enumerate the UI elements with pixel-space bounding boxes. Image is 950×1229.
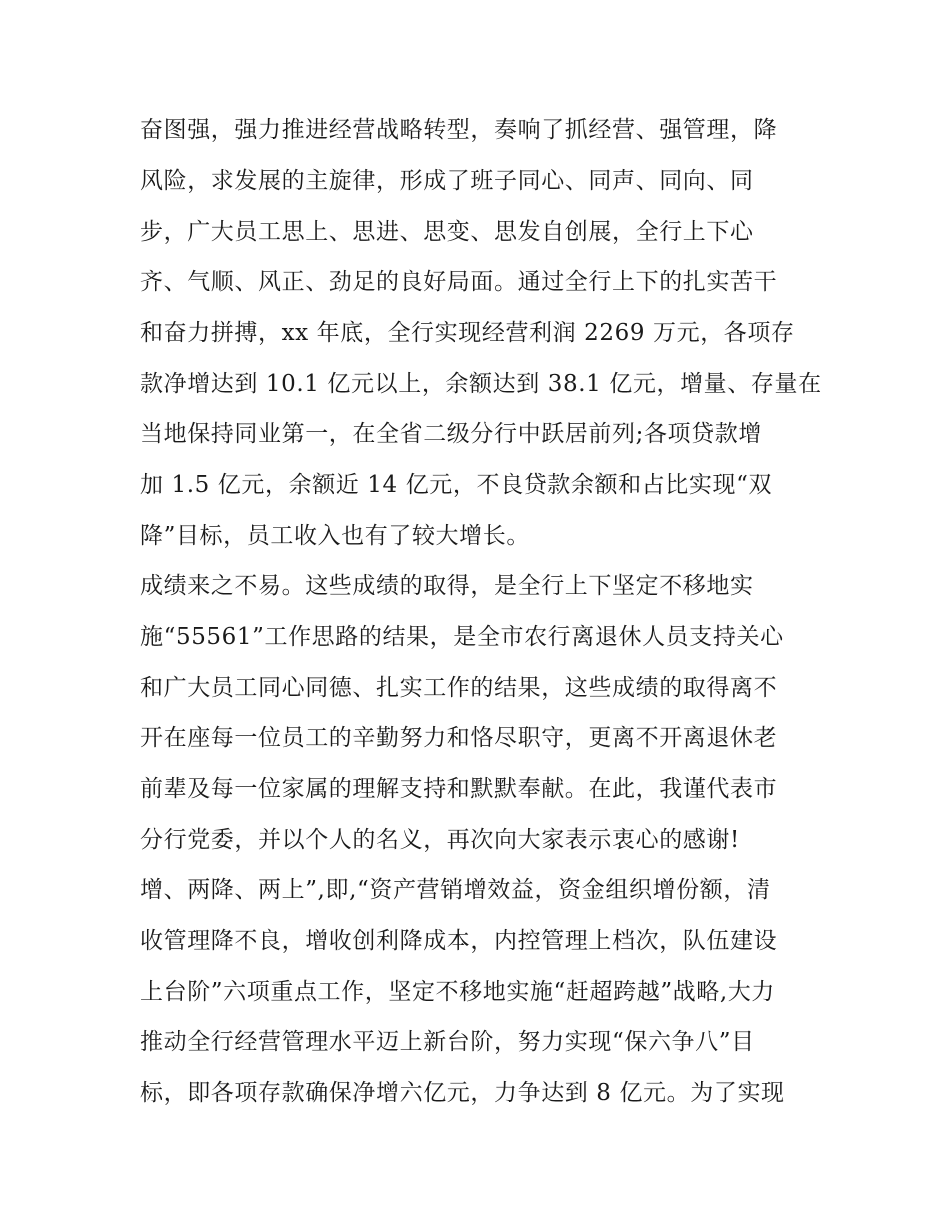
text-line: 分行党委，并以个人的名义，再次向大家表示衷心的感谢! bbox=[140, 827, 740, 853]
text-line: 当地保持同业第一，在全省二级分行中跃居前列;各项贷款增 bbox=[140, 421, 762, 447]
text-line: 降”目标，员工收入也有了较大增长。 bbox=[140, 523, 530, 549]
text-line: 加 1.5 亿元，余额近 14 亿元，不良贷款余额和占比实现“双 bbox=[140, 472, 773, 498]
text-line: 奋图强，强力推进经营战略转型，奏响了抓经营、强管理，降 bbox=[140, 117, 778, 143]
text-line: 齐、气顺、风正、劲足的良好局面。通过全行上下的扎实苦干 bbox=[140, 269, 778, 295]
text-line: 步，广大员工思上、思进、思变、思发自创展，全行上下心 bbox=[140, 219, 754, 245]
text-line: 款净增达到 10.1 亿元以上，余额达到 38.1 亿元，增量、存量在 bbox=[140, 371, 822, 397]
text-line: 开在座每一位员工的辛勤努力和恪尽职守，更离不开离退休老 bbox=[140, 725, 778, 751]
text-line: 前辈及每一位家属的理解支持和默默奉献。在此，我谨代表市 bbox=[140, 776, 778, 802]
text-line: 施“55561”工作思路的结果，是全市农行离退休人员支持关心 bbox=[140, 624, 784, 650]
text-line: 标，即各项存款确保净增六亿元，力争达到 8 亿元。为了实现 bbox=[140, 1080, 785, 1106]
text-line: 成绩来之不易。这些成绩的取得，是全行上下坚定不移地实 bbox=[140, 573, 754, 599]
text-line: 增、两降、两上”,即,“资产营销增效益，资金组织增份额，清 bbox=[140, 877, 771, 903]
text-line: 上台阶”六项重点工作，坚定不移地实施“赶超跨越”战略,大力 bbox=[140, 979, 775, 1005]
text-line: 和奋力拼搏，xx 年底，全行实现经营利润 2269 万元，各项存 bbox=[140, 320, 795, 346]
text-line: 风险，求发展的主旋律，形成了班子同心、同声、同向、同 bbox=[140, 168, 754, 194]
text-line: 和广大员工同心同德、扎实工作的结果，这些成绩的取得离不 bbox=[140, 675, 778, 701]
text-line: 收管理降不良，增收创利降成本，内控管理上档次，队伍建设 bbox=[140, 928, 778, 954]
text-line: 推动全行经营管理水平迈上新台阶，努力实现“保六争八”目 bbox=[140, 1029, 755, 1055]
